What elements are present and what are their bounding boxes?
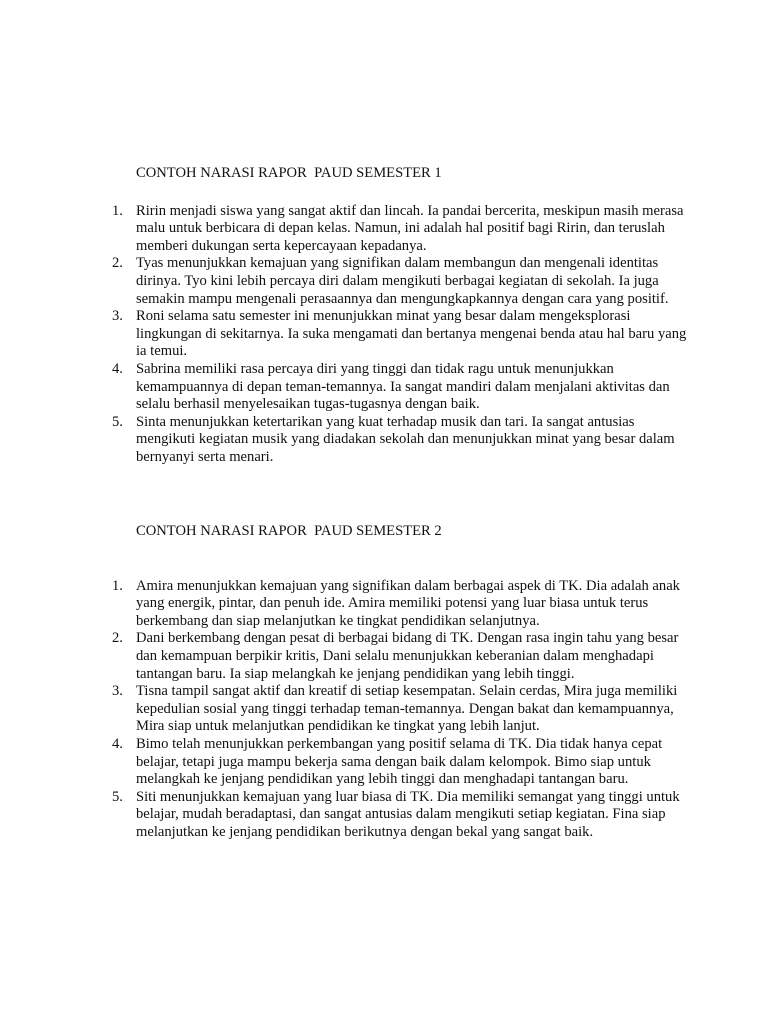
section-heading: CONTOH NARASI RAPOR PAUD SEMESTER 2 xyxy=(136,523,442,539)
list-item xyxy=(108,361,688,414)
list-item xyxy=(108,789,688,842)
list-item-number: 5. xyxy=(112,413,123,430)
list-item xyxy=(108,736,688,789)
list-item-number: 3. xyxy=(112,308,123,325)
list-item-number: 4. xyxy=(112,735,123,752)
list-item xyxy=(108,683,688,736)
list-item-text: Tisna tampil sangat aktif dan kreatif di setiap kesempatan. Selain cerdas, Mira juga memiliki kepedulian sosial yang tinggi terhadap teman-temannya. Dengan bakat dan kemampuannya, Mira siap untuk melanjutkan pendidikan ke tingkat yang lebih lanjut. xyxy=(136,683,678,735)
list-item xyxy=(108,255,688,308)
list-item-number: 3. xyxy=(112,683,123,700)
list-item-text: Dani berkembang dengan pesat di berbagai bidang di TK. Dengan rasa ingin tahu yang besar dan kemampuan berpikir kritis, Dani selalu menunjukkan keberanian dalam menghadapi tantangan baru. Ia siap melangkah ke jenjang pendidikan yang lebih tinggi. xyxy=(136,630,679,682)
section-heading: CONTOH NARASI RAPOR PAUD SEMESTER 1 xyxy=(136,165,442,181)
list-item-text: Tyas menunjukkan kemajuan yang signifikan dalam membangun dan mengenali identitas dirinya. Tyo kini lebih percaya diri dalam mengikuti berbagai kegiatan di sekolah. Ia juga semakin mampu mengenali perasaannya dan mengungkapkannya dengan cara yang positif. xyxy=(136,255,669,307)
list-item-text: Roni selama satu semester ini menunjukkan minat yang besar dalam mengeksplorasi lingkungan di sekitarnya. Ia suka mengamati dan bertanya mengenai benda atau hal baru yang ia temui. xyxy=(136,308,687,360)
list-item xyxy=(108,203,688,256)
list-item-text: Siti menunjukkan kemajuan yang luar biasa di TK. Dia memiliki semangat yang tinggi untuk belajar, mudah beradaptasi, dan sangat antusias dalam mengikuti setiap kegiatan. Fina siap melanjutkan ke jenjang pendidikan berikutnya dengan bekal yang sangat baik. xyxy=(136,788,680,840)
semester-2-section xyxy=(108,523,688,842)
list-item-number: 2. xyxy=(112,630,123,647)
list-item xyxy=(108,578,688,631)
list-item-text: Ririn menjadi siswa yang sangat aktif dan lincah. Ia pandai bercerita, meskipun masih merasa malu untuk berbicara di depan kelas. Namun, ini adalah hal positif bagi Ririn, dan teruslah memberi dukungan serta kepercayaan kepadanya. xyxy=(136,202,684,254)
list-item xyxy=(108,414,688,467)
list-item-text: Sabrina memiliki rasa percaya diri yang tinggi dan tidak ragu untuk menunjukkan kemampuannya di depan teman-temannya. Ia sangat mandiri dalam menjalani aktivitas dan selalu berhasil menyelesaikan tugas-tugasnya dengan baik. xyxy=(136,360,670,413)
list-item-number: 5. xyxy=(112,788,123,805)
list-item xyxy=(108,308,688,361)
list-item-number: 1. xyxy=(112,202,123,219)
list-item-text: Bimo telah menunjukkan perkembangan yang positif selama di TK. Dia tidak hanya cepat belajar, tetapi juga mampu bekerja sama dengan baik dalam kelompok. Bimo siap untuk melangkah ke jenjang pendidikan yang lebih tinggi dan menghadapi tantangan baru. xyxy=(136,735,663,788)
list-item-text: Sinta menunjukkan ketertarikan yang kuat terhadap musik dan tari. Ia sangat antusias mengikuti kegiatan musik yang diadakan sekolah dan menunjukkan minat yang besar dalam bernyanyi serta menari. xyxy=(136,413,675,465)
list-item-number: 2. xyxy=(112,255,123,272)
list-item-text: Amira menunjukkan kemajuan yang signifikan dalam berbagai aspek di TK. Dia adalah anak yang energik, pintar, dan penuh ide. Amira memiliki potensi yang luar biasa untuk terus berkembang dan siap melanjutkan ke tingkat pendidikan selanjutnya. xyxy=(136,577,680,629)
list-item-number: 4. xyxy=(112,360,123,377)
list-item-number: 1. xyxy=(112,577,123,594)
narration-list xyxy=(108,578,688,842)
list-item xyxy=(108,630,688,683)
semester-1-section xyxy=(108,165,688,467)
narration-list xyxy=(108,203,688,467)
